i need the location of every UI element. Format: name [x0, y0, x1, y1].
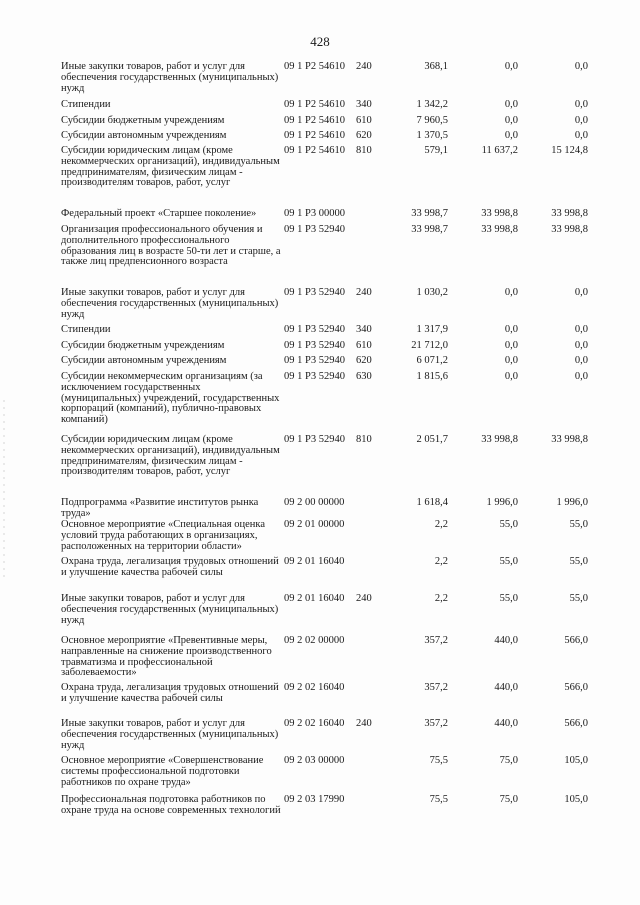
cell-vr: 610	[356, 115, 372, 126]
cell-name: Субсидии автономным учреждениям	[61, 130, 227, 141]
cell-code: 09 2 01 00000	[284, 519, 345, 530]
cell-code: 09 1 P2 54610	[284, 145, 345, 156]
cell-v2: 0,0	[504, 99, 518, 110]
cell-vr: 240	[356, 593, 372, 604]
cell-v1: 33 998,7	[411, 224, 448, 235]
cell-name: Субсидии юридическим лицам (кроме некоммерческих организаций), индивидуальным предпринимателям, физическим лицам - производителям товаров, работ, услуг	[61, 145, 280, 189]
scan-margin-artifact	[2, 400, 6, 580]
cell-name: Иные закупки товаров, работ и услуг для обеспечения государственных (муниципальных) нужд	[61, 593, 279, 626]
cell-name: Основное мероприятие «Совершенствование системы профессиональной подготовки работников по охране труда»	[61, 755, 264, 788]
cell-code: 09 2 01 16040	[284, 593, 345, 604]
cell-code: 09 1 P3 52940	[284, 324, 345, 335]
cell-v1: 7 960,5	[416, 115, 448, 126]
cell-v3: 0,0	[574, 287, 588, 298]
cell-name: Иные закупки товаров, работ и услуг для обеспечения государственных (муниципальных) нужд	[61, 287, 279, 320]
cell-vr: 240	[356, 61, 372, 72]
cell-v2: 33 998,8	[481, 208, 518, 219]
cell-name: Основное мероприятие «Специальная оценка условий труда работающих в организациях, расположенных на территории области»	[61, 519, 266, 552]
cell-name: Основное мероприятие «Превентивные меры, направленные на снижение производственного травматизма и профессиональной заболеваемости»	[61, 635, 272, 679]
cell-v2: 0,0	[504, 287, 518, 298]
cell-code: 09 2 03 00000	[284, 755, 345, 766]
cell-v2: 0,0	[504, 130, 518, 141]
cell-v3: 55,0	[569, 556, 588, 567]
cell-v3: 33 998,8	[551, 434, 588, 445]
cell-vr: 630	[356, 371, 372, 382]
cell-code: 09 2 00 00000	[284, 497, 345, 508]
cell-code: 09 1 P2 54610	[284, 115, 345, 126]
cell-v1: 1 815,6	[416, 371, 448, 382]
cell-name: Охрана труда, легализация трудовых отношений и улучшение качества рабочей силы	[61, 682, 279, 704]
cell-v3: 33 998,8	[551, 224, 588, 235]
cell-code: 09 1 P3 52940	[284, 434, 345, 445]
cell-v1: 357,2	[424, 635, 448, 646]
cell-code: 09 2 03 17990	[284, 794, 345, 805]
cell-vr: 240	[356, 287, 372, 298]
cell-v2: 440,0	[494, 682, 518, 693]
cell-v3: 566,0	[564, 635, 588, 646]
cell-vr: 610	[356, 340, 372, 351]
cell-vr: 620	[356, 130, 372, 141]
cell-name: Организация профессионального обучения и дополнительного профессионального образования лиц в возрасте 50-ти лет и старше, а также лиц предпенсионного возраста	[61, 224, 281, 268]
cell-v2: 33 998,8	[481, 224, 518, 235]
cell-v1: 1 342,2	[416, 99, 448, 110]
cell-v2: 1 996,0	[486, 497, 518, 508]
cell-v1: 2,2	[434, 556, 448, 567]
cell-v3: 105,0	[564, 755, 588, 766]
cell-v2: 55,0	[499, 593, 518, 604]
cell-v3: 0,0	[574, 61, 588, 72]
cell-v2: 0,0	[504, 340, 518, 351]
cell-v3: 0,0	[574, 99, 588, 110]
cell-v3: 33 998,8	[551, 208, 588, 219]
cell-name: Стипендии	[61, 99, 111, 110]
cell-v2: 55,0	[499, 519, 518, 530]
cell-vr: 340	[356, 99, 372, 110]
cell-v2: 11 637,2	[481, 145, 518, 156]
page-number: 428	[310, 34, 330, 49]
cell-code: 09 1 P3 52940	[284, 340, 345, 351]
cell-v3: 0,0	[574, 340, 588, 351]
cell-v3: 0,0	[574, 371, 588, 382]
cell-v1: 21 712,0	[411, 340, 448, 351]
cell-v1: 368,1	[424, 61, 448, 72]
cell-code: 09 2 02 16040	[284, 718, 345, 729]
cell-name: Субсидии бюджетным учреждениям	[61, 340, 225, 351]
cell-v1: 1 370,5	[416, 130, 448, 141]
cell-v1: 2,2	[434, 519, 448, 530]
cell-code: 09 1 P3 52940	[284, 355, 345, 366]
cell-v3: 55,0	[569, 519, 588, 530]
cell-name: Субсидии автономным учреждениям	[61, 355, 227, 366]
cell-name: Субсидии юридическим лицам (кроме некоммерческих организаций), индивидуальным предпринимателям, физическим лицам - производителям товаров, работ, услуг	[61, 434, 280, 478]
cell-code: 09 1 P3 00000	[284, 208, 345, 219]
cell-name: Охрана труда, легализация трудовых отношений и улучшение качества рабочей силы	[61, 556, 279, 578]
cell-v1: 33 998,7	[411, 208, 448, 219]
cell-v2: 33 998,8	[481, 434, 518, 445]
cell-v2: 440,0	[494, 718, 518, 729]
cell-v2: 0,0	[504, 324, 518, 335]
cell-code: 09 1 P2 54610	[284, 61, 345, 72]
cell-v3: 0,0	[574, 324, 588, 335]
cell-v3: 105,0	[564, 794, 588, 805]
cell-code: 09 1 P2 54610	[284, 130, 345, 141]
cell-v3: 566,0	[564, 682, 588, 693]
cell-vr: 810	[356, 434, 372, 445]
cell-v2: 55,0	[499, 556, 518, 567]
cell-code: 09 1 P2 54610	[284, 99, 345, 110]
cell-name: Профессиональная подготовка работников по охране труда на основе современных технологий	[61, 794, 281, 816]
cell-v2: 0,0	[504, 115, 518, 126]
cell-code: 09 2 01 16040	[284, 556, 345, 567]
cell-v1: 1 030,2	[416, 287, 448, 298]
cell-v2: 75,0	[499, 794, 518, 805]
cell-v1: 1 317,9	[416, 324, 448, 335]
cell-v1: 6 071,2	[416, 355, 448, 366]
cell-vr: 240	[356, 718, 372, 729]
cell-v3: 0,0	[574, 130, 588, 141]
cell-v3: 55,0	[569, 593, 588, 604]
cell-name: Иные закупки товаров, работ и услуг для обеспечения государственных (муниципальных) нужд	[61, 718, 279, 751]
cell-v1: 579,1	[424, 145, 448, 156]
cell-code: 09 1 P3 52940	[284, 371, 345, 382]
cell-vr: 340	[356, 324, 372, 335]
cell-code: 09 2 02 00000	[284, 635, 345, 646]
cell-vr: 810	[356, 145, 372, 156]
cell-v2: 0,0	[504, 371, 518, 382]
cell-name: Иные закупки товаров, работ и услуг для обеспечения государственных (муниципальных) нужд	[61, 61, 279, 94]
cell-v1: 357,2	[424, 682, 448, 693]
cell-v2: 0,0	[504, 61, 518, 72]
cell-v3: 15 124,8	[551, 145, 588, 156]
cell-v3: 0,0	[574, 115, 588, 126]
cell-name: Стипендии	[61, 324, 111, 335]
cell-v1: 75,5	[429, 794, 448, 805]
cell-v3: 0,0	[574, 355, 588, 366]
cell-v3: 1 996,0	[556, 497, 588, 508]
cell-v2: 440,0	[494, 635, 518, 646]
cell-v2: 0,0	[504, 355, 518, 366]
cell-code: 09 1 P3 52940	[284, 287, 345, 298]
cell-name: Субсидии некоммерческим организациям (за исключением государственных (муниципальных) учреждений, государственных корпораций (компаний), публично-правовых компаний)	[61, 371, 280, 426]
cell-v1: 75,5	[429, 755, 448, 766]
cell-v2: 75,0	[499, 755, 518, 766]
cell-name: Подпрограмма «Развитие институтов рынка труда»	[61, 497, 259, 519]
cell-v1: 1 618,4	[416, 497, 448, 508]
cell-code: 09 2 02 16040	[284, 682, 345, 693]
cell-name: Субсидии бюджетным учреждениям	[61, 115, 225, 126]
cell-v1: 2 051,7	[416, 434, 448, 445]
cell-v1: 2,2	[434, 593, 448, 604]
cell-v1: 357,2	[424, 718, 448, 729]
cell-v3: 566,0	[564, 718, 588, 729]
cell-vr: 620	[356, 355, 372, 366]
cell-code: 09 1 P3 52940	[284, 224, 345, 235]
cell-name: Федеральный проект «Старшее поколение»	[61, 208, 257, 219]
